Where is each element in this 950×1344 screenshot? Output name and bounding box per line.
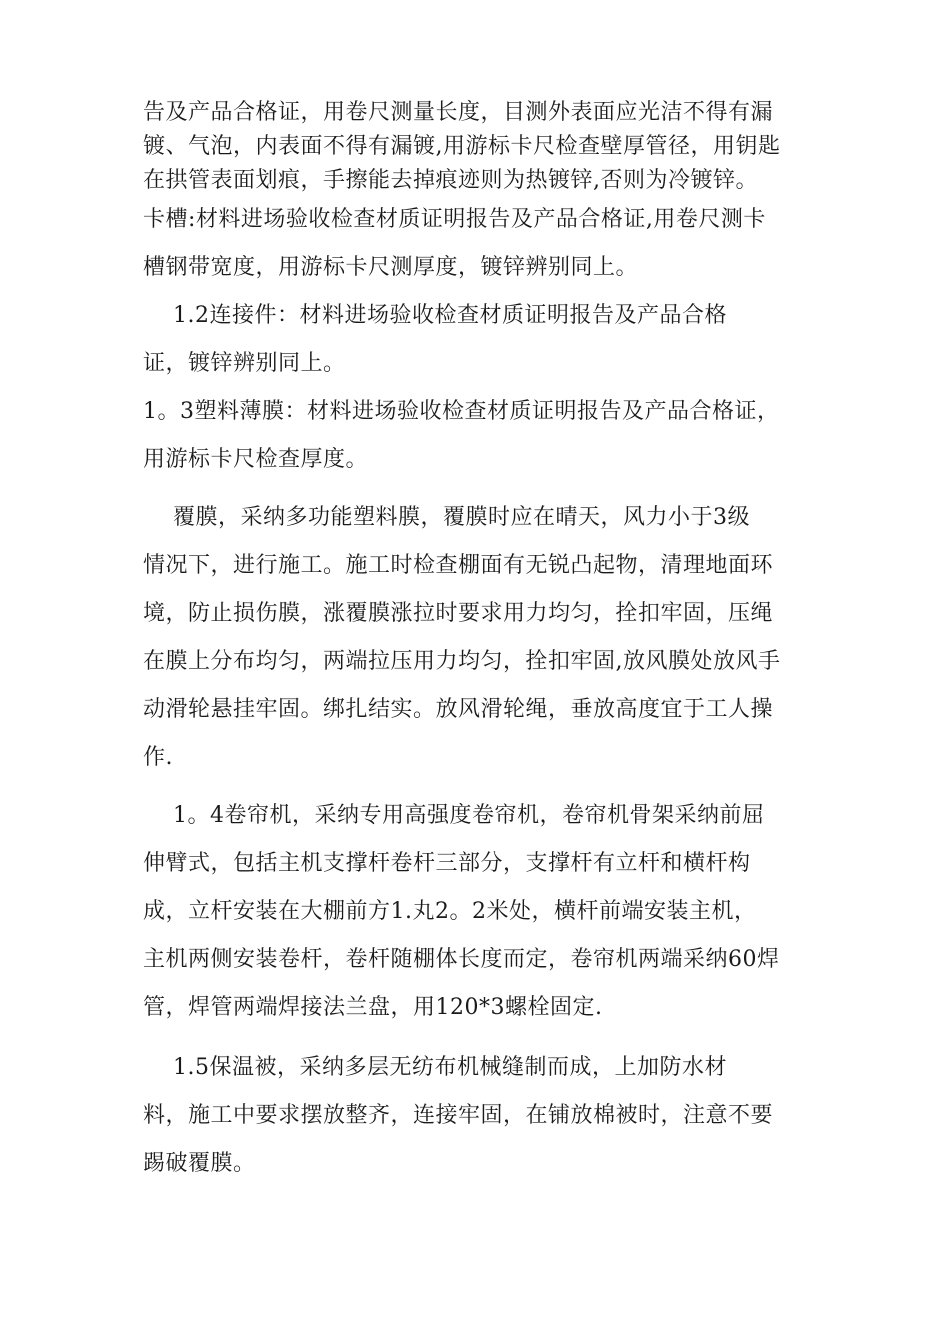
paragraph-galvanizing-check — [143, 96, 823, 198]
text-line: 伸臂式，包括主机支撑杆卷杆三部分，支撑杆有立杆和横杆构 — [143, 851, 751, 876]
text-line: 1.2连接件：材料进场验收检查材质证明报告及产品合格 — [143, 303, 727, 328]
text-line: 踢破覆膜。 — [143, 1151, 256, 1176]
text-line: 动滑轮悬挂牢固。绑扎结实。放风滑轮绳，垂放高度宜于工人操 — [143, 697, 774, 722]
text-line: 管，焊管两端焊接法兰盘，用120*3螺栓固定. — [143, 995, 603, 1020]
text-line: 情况下，进行施工。施工时检查棚面有无锐凸起物，清理地面环 — [143, 553, 774, 578]
text-line: 镀、气泡，内表面不得有漏镀,用游标卡尺检查壁厚管径，用钥匙 — [143, 134, 781, 159]
text-line: 作. — [143, 745, 173, 770]
paragraph-section-1-2 — [143, 292, 823, 388]
text-line: 1.5保温被，采纳多层无纺布机械缝制而成，上加防水材 — [143, 1055, 727, 1080]
text-line: 1。3塑料薄膜：材料进场验收检查材质证明报告及产品合格证， — [143, 399, 780, 424]
paragraph-section-1-3 — [143, 388, 823, 484]
text-line: 卡槽:材料进场验收检查材质证明报告及产品合格证,用卷尺测卡 — [143, 207, 766, 232]
text-line: 告及产品合格证，用卷尺测量长度，目测外表面应光洁不得有漏 — [143, 100, 774, 125]
paragraph-card-slot — [143, 196, 823, 292]
text-line: 主机两侧安装卷杆，卷杆随棚体长度而定，卷帘机两端采纳60焊 — [143, 947, 780, 972]
text-line: 证，镀锌辨别同上。 — [143, 351, 346, 376]
text-line: 境，防止损伤膜，涨覆膜涨拉时要求用力均匀，拴扣牢固，压绳 — [143, 601, 774, 626]
paragraph-film-covering — [143, 494, 823, 782]
text-line: 料，施工中要求摆放整齐，连接牢固，在铺放棉被时，注意不要 — [143, 1103, 774, 1128]
text-line: 槽钢带宽度，用游标卡尺测厚度，镀锌辨别同上。 — [143, 255, 639, 280]
text-line: 用游标卡尺检查厚度。 — [143, 447, 369, 472]
text-line: 在膜上分布均匀，两端拉压用力均匀，拴扣牢固,放风膜处放风手 — [143, 649, 781, 674]
paragraph-section-1-5 — [143, 1044, 823, 1188]
text-line: 成，立杆安装在大棚前方1.丸2。2米处，横杆前端安装主机， — [143, 899, 757, 924]
text-line: 在拱管表面划痕，手擦能去掉痕迹则为热镀锌,否则为冷镀锌。 — [143, 168, 758, 193]
text-line: 1。4卷帘机，采纳专用高强度卷帘机，卷帘机骨架采纳前屈 — [143, 803, 765, 828]
paragraph-section-1-4 — [143, 792, 823, 1032]
text-line: 覆膜，采纳多功能塑料膜，覆膜时应在晴天，风力小于3级 — [143, 505, 750, 530]
